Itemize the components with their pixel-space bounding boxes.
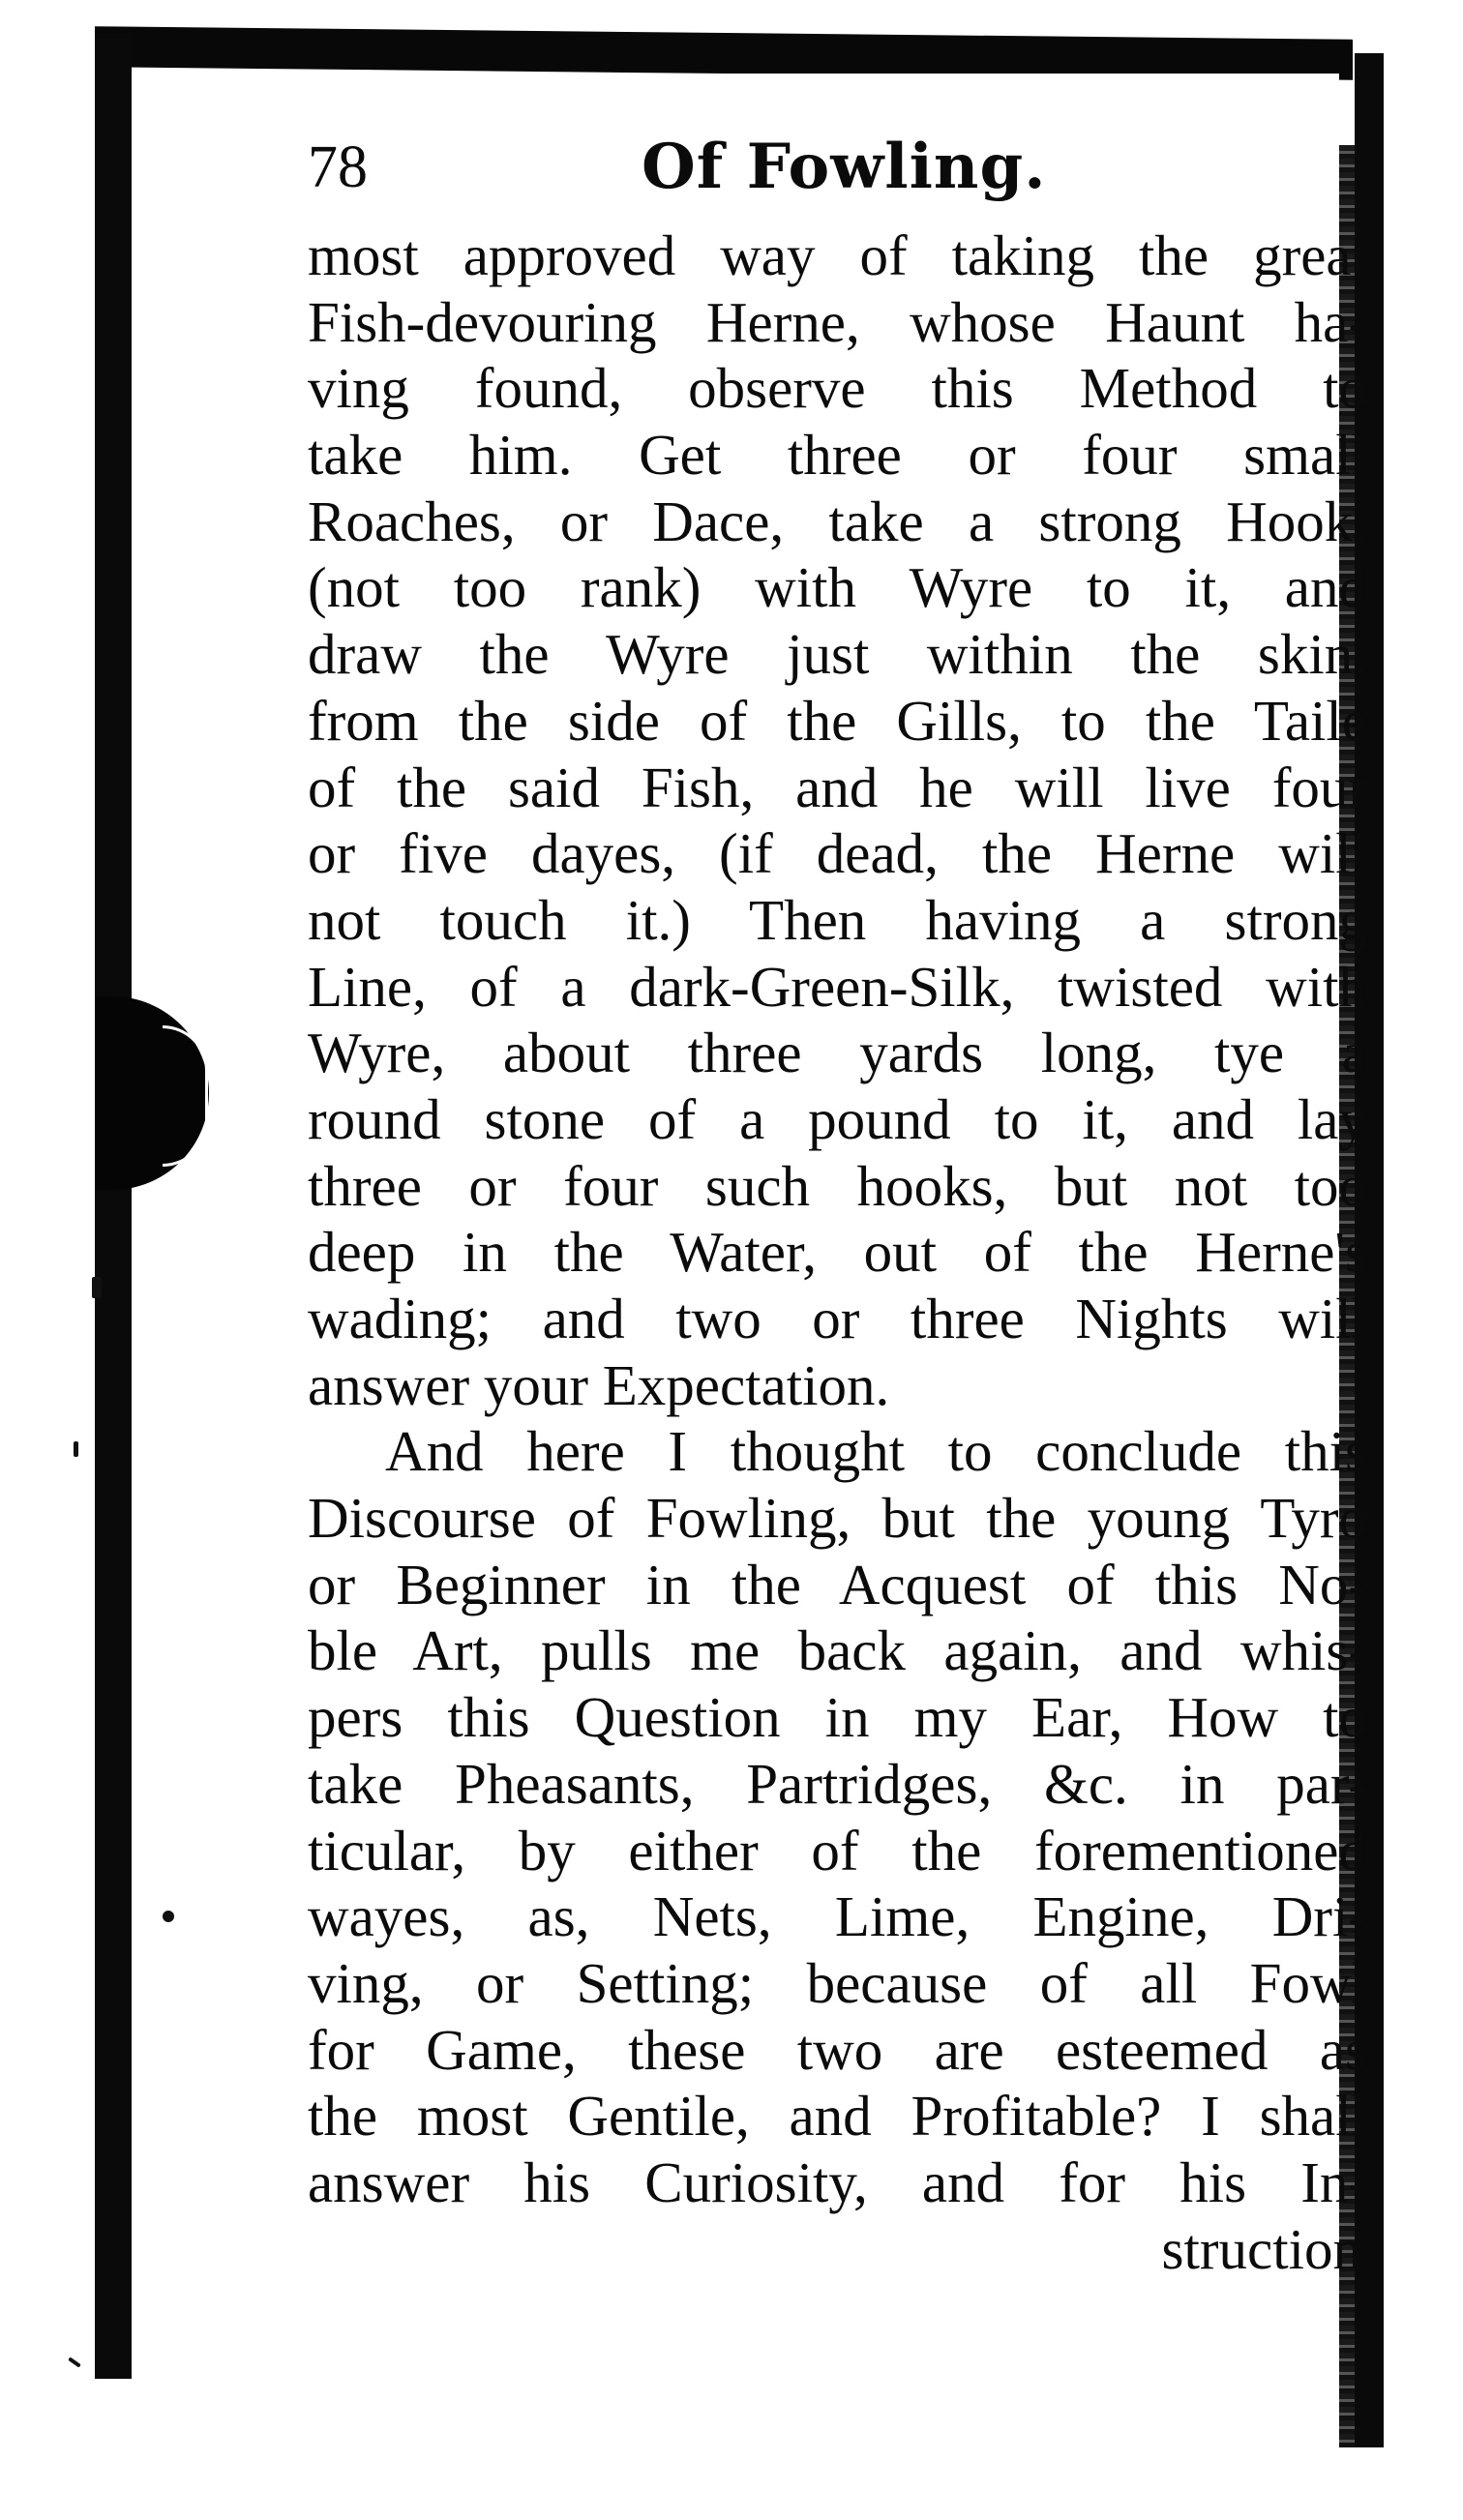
text-line: take him. Get three or four small xyxy=(308,423,1367,488)
text-line: wading; and two or three Nights will xyxy=(308,1287,1367,1350)
ink-speck xyxy=(68,2357,81,2367)
text-line: for Game, these two are esteemed as xyxy=(308,2017,1367,2082)
running-head xyxy=(308,124,1353,211)
text-line: ticular, by either of the forementioned xyxy=(308,1818,1367,1883)
text-line: Line, of a dark-Green-Silk, twisted with xyxy=(308,954,1367,1019)
text-line: or Beginner in the Acquest of this No- xyxy=(308,1552,1367,1616)
ink-speck xyxy=(74,1441,78,1457)
text-line: not touch it.) Then having a strong xyxy=(308,887,1367,952)
catchword: struction xyxy=(1161,2216,1361,2281)
ink-speck xyxy=(92,1277,102,1298)
text-line: And here I thought to conclude this xyxy=(385,1419,1367,1484)
text-line: draw the Wyre just within the skin, xyxy=(308,622,1367,687)
body-text xyxy=(308,222,1367,2282)
text-line: wayes, as, Nets, Lime, Engine, Dri- xyxy=(308,1884,1367,1949)
text-line: Wyre, about three yards long, tye a xyxy=(308,1021,1367,1085)
running-title: Of Fowling. xyxy=(642,131,1047,203)
text-line: ving, or Setting; because of all Fowl xyxy=(308,1950,1367,2015)
text-line: ble Art, pulls me back again, and whis- xyxy=(308,1618,1367,1683)
text-line: from the side of the Gills, to the Taile xyxy=(308,688,1367,753)
text-line: answer his Curiosity, and for his In- xyxy=(308,2149,1367,2214)
text-line: most approved way of taking the great xyxy=(308,223,1367,287)
text-line: (not too rank) with Wyre to it, and xyxy=(308,555,1367,620)
text-line: three or four such hooks, but not too xyxy=(308,1153,1367,1218)
text-line: Discourse of Fowling, but the young Tyro xyxy=(308,1486,1367,1551)
text-line: deep in the Water, out of the Herne's xyxy=(308,1220,1367,1285)
text-line: or five dayes, (if dead, the Herne will xyxy=(308,821,1367,886)
text-line: pers this Question in my Ear, How to xyxy=(308,1685,1367,1750)
page-frame-top xyxy=(95,26,1353,80)
text-line: round stone of a pound to it, and lay xyxy=(308,1086,1367,1151)
text-line: ving found, observe this Method to xyxy=(308,356,1367,421)
text-line: answer your Expectation. xyxy=(308,1352,890,1417)
ink-speck xyxy=(163,1911,174,1922)
text-line: Fish-devouring Herne, whose Haunt ha- xyxy=(308,289,1367,354)
page-frame-left xyxy=(95,33,132,2379)
page-number: 78 xyxy=(308,134,368,200)
text-line: take Pheasants, Partridges, &c. in par- xyxy=(308,1751,1367,1816)
text-line: the most Gentile, and Profitable? I shall xyxy=(308,2084,1367,2149)
text-line: of the said Fish, and he will live four xyxy=(308,755,1367,819)
text-line: Roaches, or Dace, take a strong Hook, xyxy=(308,489,1367,553)
